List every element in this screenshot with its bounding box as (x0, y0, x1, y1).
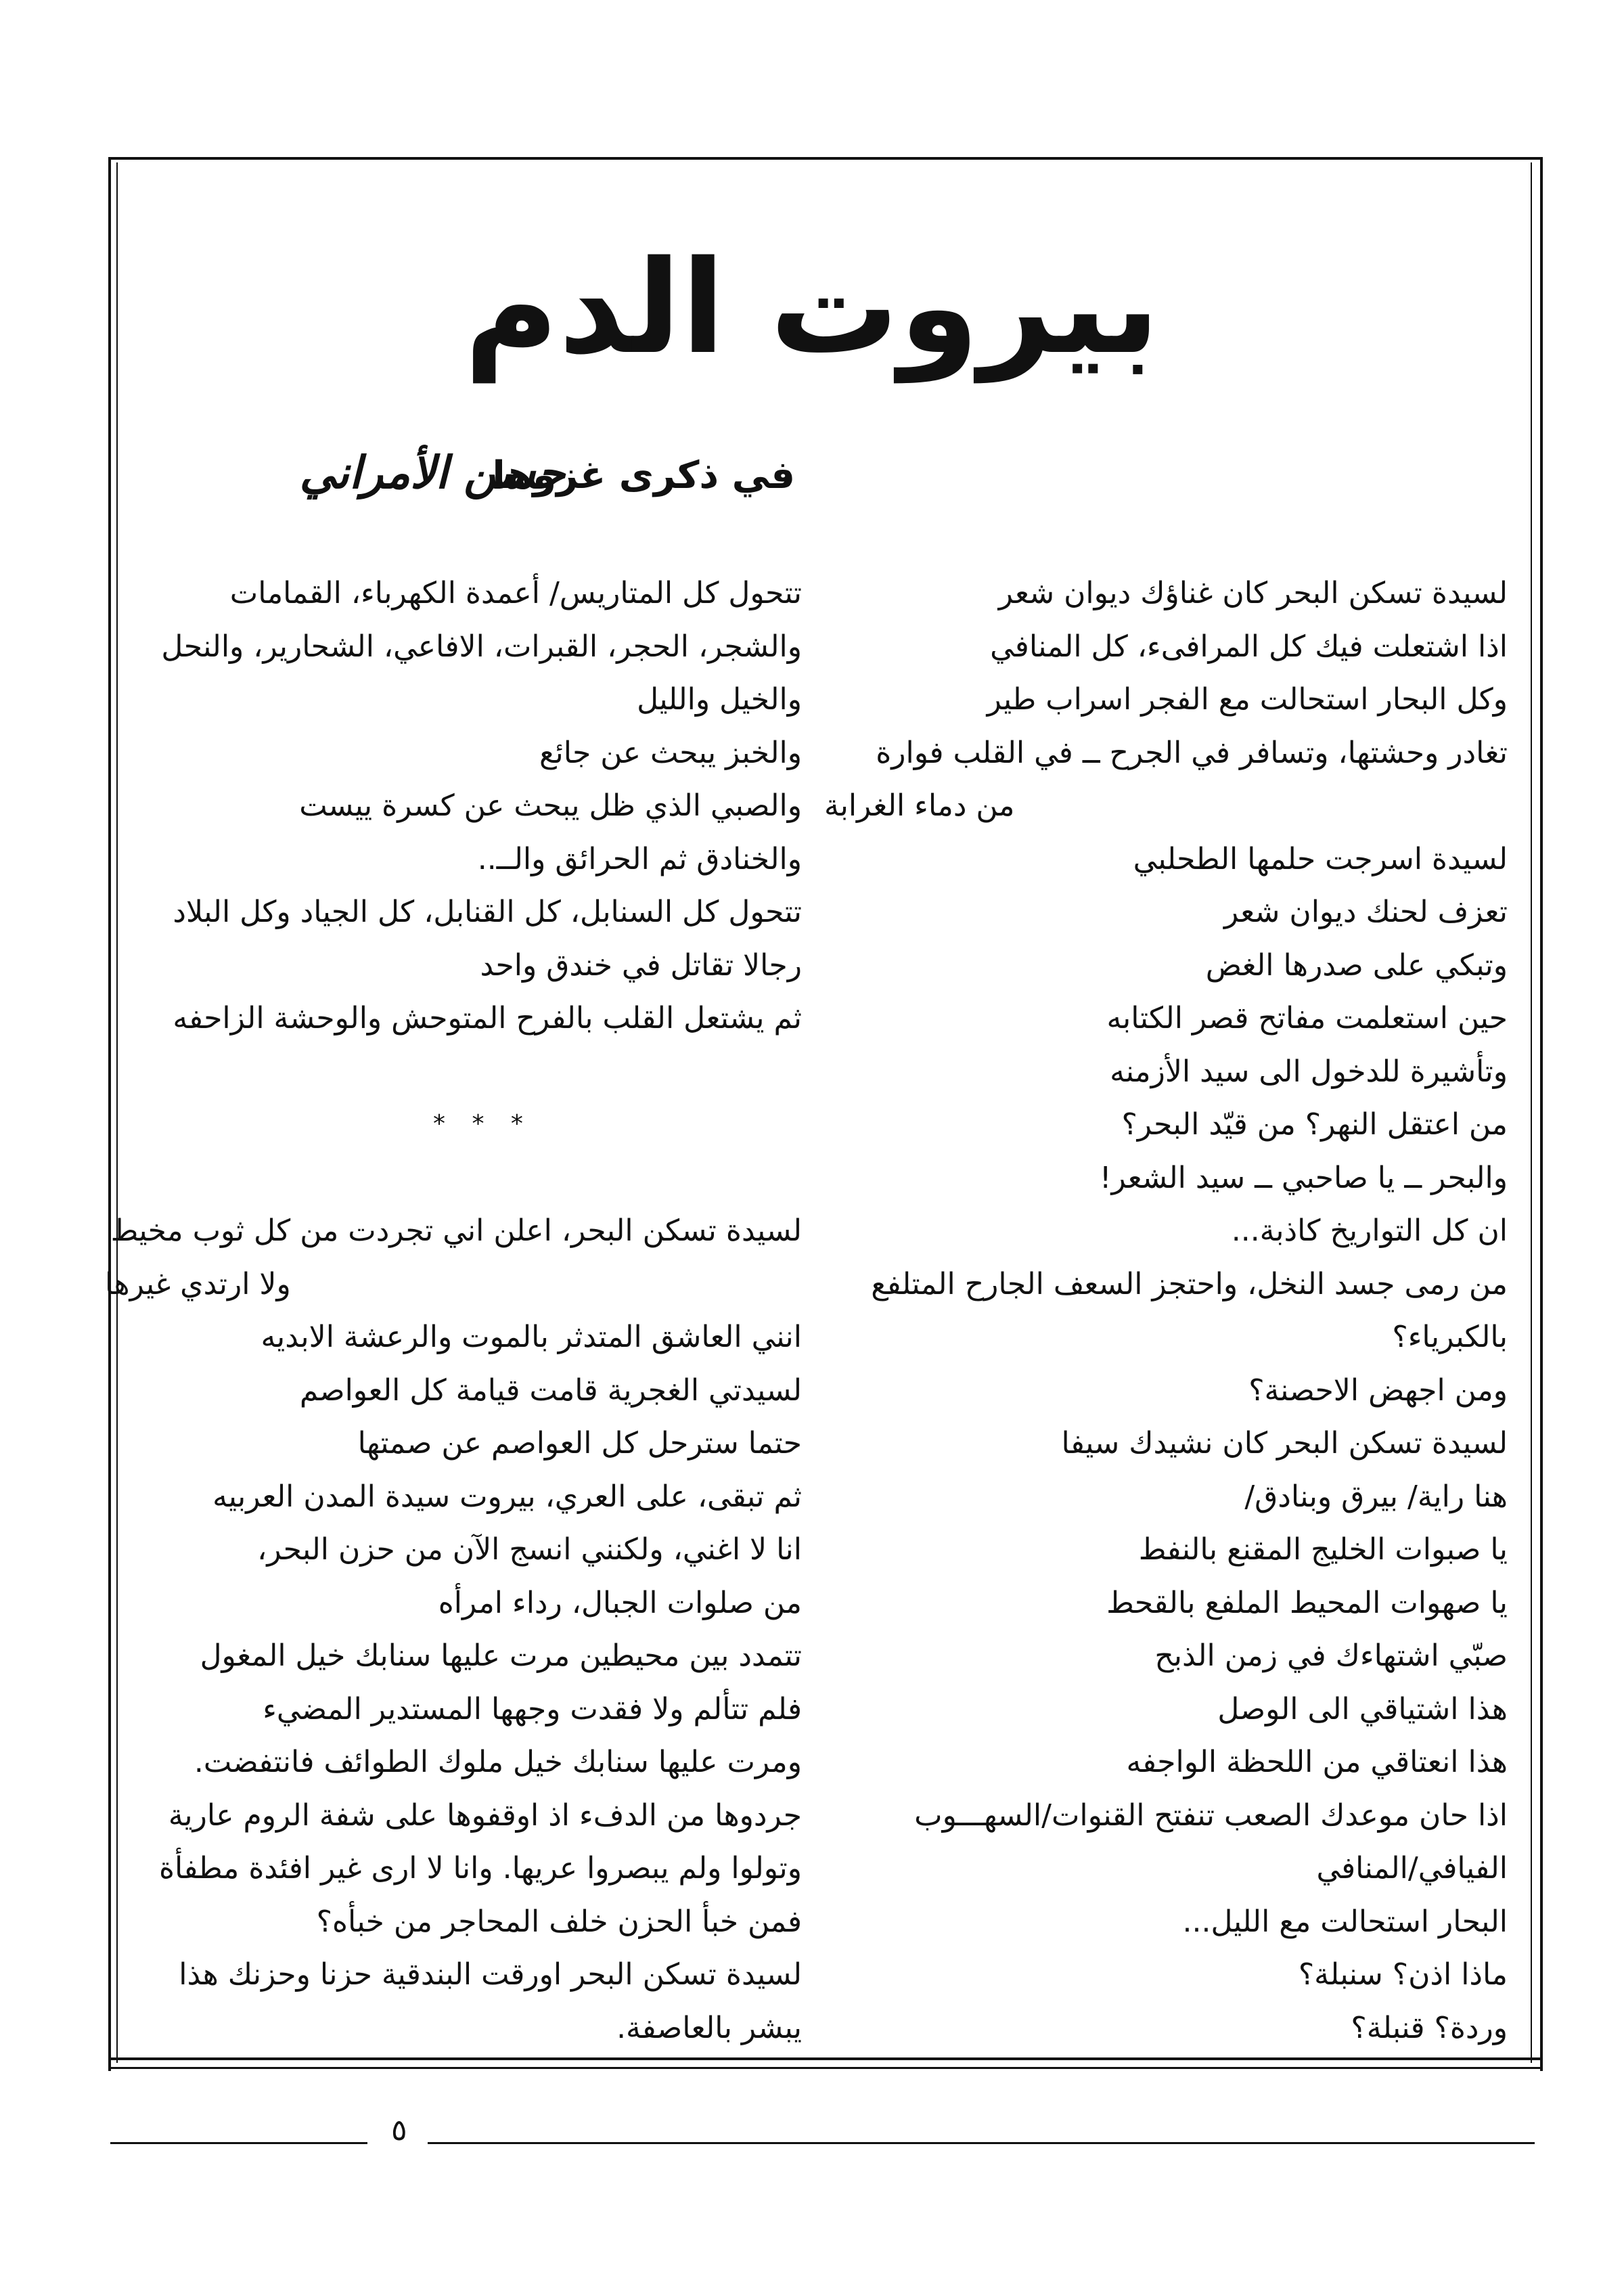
poem-line: يا صهوات المحيط الملفع بالقحط (1106, 1585, 1508, 1620)
poem-line: صبّي اشتهاءك في زمن الذبح (1154, 1639, 1508, 1673)
poem-line: اذا حان موعدك الصعب تنفتح القنوات/السهـــوب (914, 1798, 1508, 1833)
poem-line: يا صبوات الخليج المقنع بالنفط (1138, 1532, 1508, 1567)
poem-line: والشجر، الحجر، القبرات، الافاعي، الشحارير، والنحل (161, 629, 802, 664)
poem-line: ومن اجهض الاحصنة؟ (1248, 1373, 1508, 1408)
poem-line: هنا راية/ بيرق وبنادق/ (1244, 1479, 1508, 1514)
poem-line: ثم تبقى، على العري، بيروت سيدة المدن العربيه (212, 1479, 802, 1514)
poem-line: والخيل والليل (637, 682, 802, 717)
right-column (824, 567, 1508, 2055)
poem-line: لسيدة تسكن البحر كان غناؤك ديوان شعر (998, 576, 1508, 610)
poem-line: ان كل التواريخ كاذبة... (1231, 1214, 1508, 1248)
poem-line: ومرت عليها سنابك خيل ملوك الطوائف فانتفضت. (194, 1745, 802, 1779)
poem-line: حتما سترحل كل العواصم عن صمتها (357, 1426, 802, 1461)
poem-line: هذا اشتياقي الى الوصل (1217, 1691, 1508, 1727)
page-number: ٥ (391, 2113, 407, 2147)
poem-line: البحار استحالت مع الليل... (1182, 1904, 1508, 1939)
poem-line: بالكبرياء؟ (1392, 1320, 1508, 1354)
poem-line: والخبز يبحث عن جائع (539, 735, 802, 770)
poem-line: ماذا اذن؟ سنبلة؟ (1298, 1957, 1508, 1992)
poem-line: وردة؟ قنبلة؟ (1351, 2010, 1508, 2045)
footer-rule-left (110, 2142, 367, 2144)
poem-line: من رمى جسد النخل، واحتجز السعف الجارح المتلفع (871, 1266, 1508, 1301)
poem-line: من اعتقل النهر؟ من قيّد البحر؟ (1121, 1107, 1508, 1142)
poem-line: تتمدد بين محيطين مرت عليها سنابك خيل المغول (200, 1639, 802, 1673)
poem-line: لسيدة تسكن البحر كان نشيدك سيفا (1061, 1426, 1508, 1461)
poem-line: تغادر وحشتها، وتسافر في الجرح ــ في القلب فوارة (876, 735, 1508, 770)
poem-line: انا لا اغني، ولكنني انسج الآن من حزن البحر، (257, 1532, 802, 1567)
left-column-bottom (105, 1205, 802, 2055)
poem-line: لسيدتي الغجرية قامت قيامة كل العواصم (299, 1373, 802, 1408)
poem-line: هذا انعتاقي من اللحظة الواجفه (1126, 1745, 1508, 1779)
poem-line: وتأشيرة للدخول الى سيد الأزمنه (1110, 1054, 1508, 1089)
poem-line: لسيدة اسرجت حلمها الطحلبي (1133, 841, 1508, 876)
author-name: حسن الأمراني (299, 447, 565, 499)
poem-line: من صلوات الجبال، رداء امرأه (438, 1585, 802, 1620)
poem-line: وتولوا ولم يبصروا عريها. وانا لا ارى غير افئدة مطفأة (158, 1851, 802, 1886)
border-bottom-double-rule (108, 2057, 1540, 2069)
poem-line: فلم تتألم ولا فقدت وجهها المستدير المضيء (263, 1691, 802, 1727)
poem-line: فمن خبأ الحزن خلف المحاجر من خبأه؟ (316, 1904, 802, 1939)
poem-title: بيروت الدم (464, 233, 1160, 382)
poem-line: اذا اشتعلت فيك كل المرافىء، كل المنافي (990, 629, 1508, 664)
poem-line: تتحول كل المتاريس/ أعمدة الكهرباء، القمامات (229, 576, 802, 610)
poem-line: والبحر ــ يا صاحبي ــ سيد الشعر! (1099, 1160, 1508, 1195)
poem-line: جردوها من الدفء اذ اوقفوها على شفة الروم عارية (168, 1798, 802, 1833)
poem-line: وتبكي على صدرها الغض (1205, 948, 1508, 983)
left-column-top (105, 567, 802, 1046)
section-separator: * * * (433, 1110, 533, 1138)
poem-line: رجالا تقاتل في خندق واحد (480, 948, 802, 983)
poem-line: تتحول كل السنابل، كل القنابل، كل الجياد وكل البلاد (173, 895, 802, 929)
poem-line: الفيافي/المنافي (1316, 1851, 1508, 1886)
poem-line: تعزف لحنك ديوان شعر (1224, 895, 1508, 929)
poem-line: والخنادق ثم الحرائق والــ.. (477, 841, 802, 876)
poem-line: والصبي الذي ظل يبحث عن كسرة ييست (299, 788, 802, 823)
poem-line: من دماء الغرابة (824, 788, 1015, 823)
poem-line: حين استعلمت مفاتح قصر الكتابه (1106, 1001, 1508, 1036)
poem-line: ولا ارتدي غيرها (105, 1266, 291, 1301)
poem-line: ثم يشتعل القلب بالفرح المتوحش والوحشة الزاحفه (173, 1001, 802, 1036)
poem-line: لسيدة تسكن البحر اورقت البندقية حزنا وحزنك هذا (179, 1957, 802, 1992)
poem-line: انني العاشق المتدثر بالموت والرعشة الابديه (261, 1320, 802, 1354)
poem-subtitle: في ذكرى غزوها (492, 453, 795, 497)
poem-line: لسيدة تسكن البحر، اعلن اني تجردت من كل ثوب مخيط (110, 1214, 802, 1248)
footer-rule-right (428, 2142, 1535, 2144)
poem-line: وكل البحار استحالت مع الفجر اسراب طير (987, 682, 1508, 717)
border-inner-right (1531, 162, 1532, 2063)
poem-line: يبشر بالعاصفة. (616, 2010, 802, 2045)
